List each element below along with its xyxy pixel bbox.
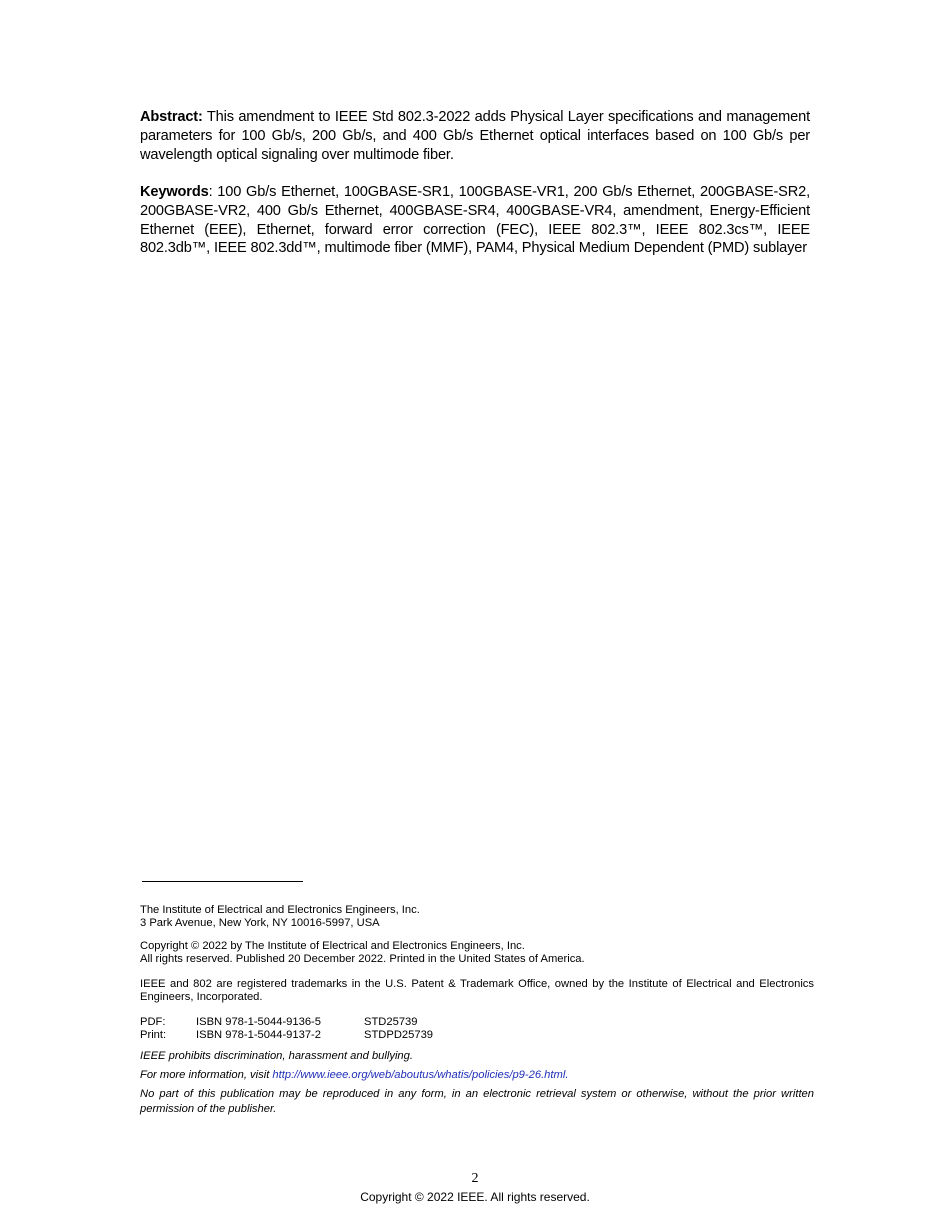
institute-block [140,904,814,929]
isbn-format: PDF: [140,1016,166,1028]
institute-name: The Institute of Electrical and Electronics Engineers, Inc. [140,904,420,916]
isbn-row-print [140,1029,814,1042]
isbn-number: ISBN 978-1-5044-9136-5 [196,1016,322,1028]
footnote-divider [142,881,303,882]
keywords-label: Keywords [140,184,209,200]
info-prefix: For more information, visit [140,1069,273,1081]
copyright-block [140,940,814,965]
abstract-label: Abstract: [140,109,203,125]
abstract-text: This amendment to IEEE Std 802.3-2022 adds Physical Layer specifications and management parameters for 100 Gb/s, 200 Gb/s, and 400 Gb/s Ethernet optical interfaces based on 100 Gb/s per wavelength optical signaling over multimode fiber. [140,109,810,163]
copyright-line: Copyright © 2022 by The Institute of Electrical and Electronics Engineers, Inc. [140,940,525,952]
more-info-line [140,1069,814,1082]
policy-link[interactable]: http://www.ieee.org/web/aboutus/whatis/policies/p9-26.html. [272,1069,569,1081]
reproduction-notice: No part of this publication may be reproduced in any form, in an electronic retrieval system or otherwise, without the prior written permission of the publisher. [140,1088,814,1115]
rights-line: All rights reserved. Published 20 December 2022. Printed in the United States of America. [140,952,585,965]
abstract-paragraph [140,108,810,164]
isbn-number: ISBN 978-1-5044-9137-2 [196,1028,322,1041]
isbn-table [140,1016,814,1041]
isbn-row-pdf [140,1016,814,1029]
footer-copyright: Copyright © 2022 IEEE. All rights reserved. [360,1190,590,1204]
isbn-code: STD25739 [364,1016,418,1028]
page-number: 2 [471,1171,479,1186]
keywords-text: : 100 Gb/s Ethernet, 100GBASE-SR1, 100GBASE-VR1, 200 Gb/s Ethernet, 200GBASE-SR2, 200GBASE-VR2, 400 Gb/s Ethernet, 400GBASE-SR4, 400GBASE-VR4, amendment, Energy-Efficient Ethernet (EEE), Ethernet, forward error correction (FEC), IEEE 802.3™, IEEE 802.3cs™, IEEE 802.3db™, IEEE 802.3dd™, multimode fiber (MMF), PAM4, Physical Medium Dependent (PMD) sublayer [140,184,810,257]
trademark-notice: IEEE and 802 are registered trademarks in the U.S. Patent & Trademark Office, owned by the Institute of Electrical and Electronics Engineers, Incorporated. [140,978,814,1003]
prohibit-notice: IEEE prohibits discrimination, harassment and bullying. [140,1050,413,1062]
isbn-code: STDPD25739 [364,1028,434,1041]
institute-address: 3 Park Avenue, New York, NY 10016-5997, USA [140,916,380,929]
isbn-format: Print: [140,1028,167,1041]
keywords-paragraph [140,183,810,258]
